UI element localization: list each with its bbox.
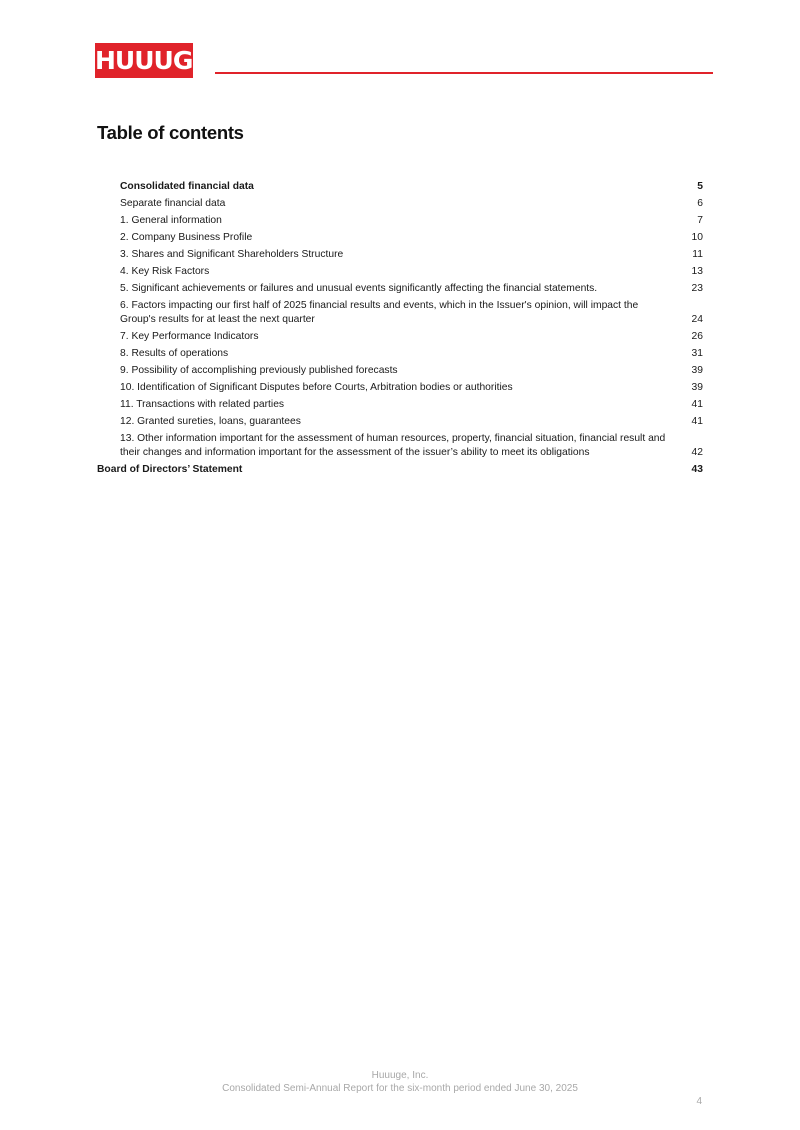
- toc-entry-label: 13. Other information important for the assessment of human resources, property, financial situation, financial result and their changes and information important for the assessment of the issuer’s ability to meet its obligations: [120, 433, 666, 458]
- page-title: Table of contents: [97, 122, 244, 143]
- header-divider: [215, 72, 713, 74]
- toc-entry-page: 10: [691, 232, 703, 243]
- toc-entry[interactable]: [120, 381, 703, 395]
- toc-entry-page: 23: [691, 283, 703, 294]
- table-of-contents: [97, 180, 703, 480]
- toc-entry-page: 41: [691, 399, 703, 410]
- toc-entry-label: 3. Shares and Significant Shareholders Structure: [120, 249, 344, 260]
- huuuge-logo: HUUUGE: [95, 43, 193, 78]
- toc-entry-label: 7. Key Performance Indicators: [120, 331, 259, 342]
- toc-entry-label: Consolidated financial data: [120, 181, 254, 192]
- toc-entry-label: 2. Company Business Profile: [120, 232, 253, 243]
- toc-entry-page: 42: [691, 447, 703, 458]
- toc-entry-page: 39: [691, 382, 703, 393]
- toc-entry-label: 10. Identification of Significant Disputes before Courts, Arbitration bodies or authorities: [120, 382, 513, 393]
- toc-entry-label: 5. Significant achievements or failures and unusual events significantly affecting the financial statements.: [120, 283, 598, 294]
- toc-entry-label: 8. Results of operations: [120, 348, 229, 359]
- toc-entry[interactable]: [120, 347, 703, 361]
- toc-entry-page: 31: [691, 348, 703, 359]
- toc-entry-label: 4. Key Risk Factors: [120, 266, 210, 277]
- toc-entry-page: 5: [697, 181, 703, 192]
- toc-entry[interactable]: [120, 214, 703, 228]
- toc-entry-page: 11: [692, 249, 703, 260]
- toc-entry[interactable]: [120, 282, 703, 296]
- toc-entry-page: 7: [697, 215, 703, 226]
- toc-entry-label: 9. Possibility of accomplishing previously published forecasts: [120, 365, 398, 376]
- toc-entry-label: Separate financial data: [120, 198, 226, 209]
- toc-entry[interactable]: [120, 364, 703, 378]
- toc-entry-page: 24: [691, 314, 703, 325]
- toc-entry-label: 12. Granted sureties, loans, guarantees: [120, 416, 301, 427]
- page-footer: [0, 1069, 800, 1095]
- toc-entry[interactable]: [120, 265, 703, 279]
- toc-entry-label: 1. General information: [120, 215, 222, 226]
- page-header: [95, 43, 713, 79]
- toc-entry-page: 13: [691, 266, 703, 277]
- toc-entry-page: 43: [691, 464, 703, 475]
- toc-entry[interactable]: [120, 398, 703, 412]
- footer-report-title: Consolidated Semi-Annual Report for the six-month period ended June 30, 2025: [222, 1083, 578, 1094]
- toc-entry-label: 6. Factors impacting our first half of 2025 financial results and events, which in the Issuer's opinion, will impact the Group's results for at least the next quarter: [120, 300, 639, 325]
- toc-entry[interactable]: [120, 248, 703, 262]
- toc-entry-page: 6: [697, 198, 703, 209]
- toc-entry[interactable]: [120, 415, 703, 429]
- toc-entry-label: Board of Directors’ Statement: [97, 464, 243, 475]
- toc-entry[interactable]: [120, 432, 703, 460]
- toc-entry-page: 39: [691, 365, 703, 376]
- toc-entry[interactable]: [120, 197, 703, 211]
- toc-entry[interactable]: [120, 299, 703, 327]
- page-number: 4: [696, 1096, 702, 1107]
- toc-entry-page: 41: [691, 416, 703, 427]
- toc-entry[interactable]: [120, 180, 703, 194]
- toc-entry[interactable]: [97, 463, 703, 477]
- toc-entry[interactable]: [120, 330, 703, 344]
- footer-company: Huuuge, Inc.: [371, 1070, 429, 1081]
- toc-entry-label: 11. Transactions with related parties: [120, 399, 285, 410]
- toc-entry[interactable]: [120, 231, 703, 245]
- toc-entry-page: 26: [691, 331, 703, 342]
